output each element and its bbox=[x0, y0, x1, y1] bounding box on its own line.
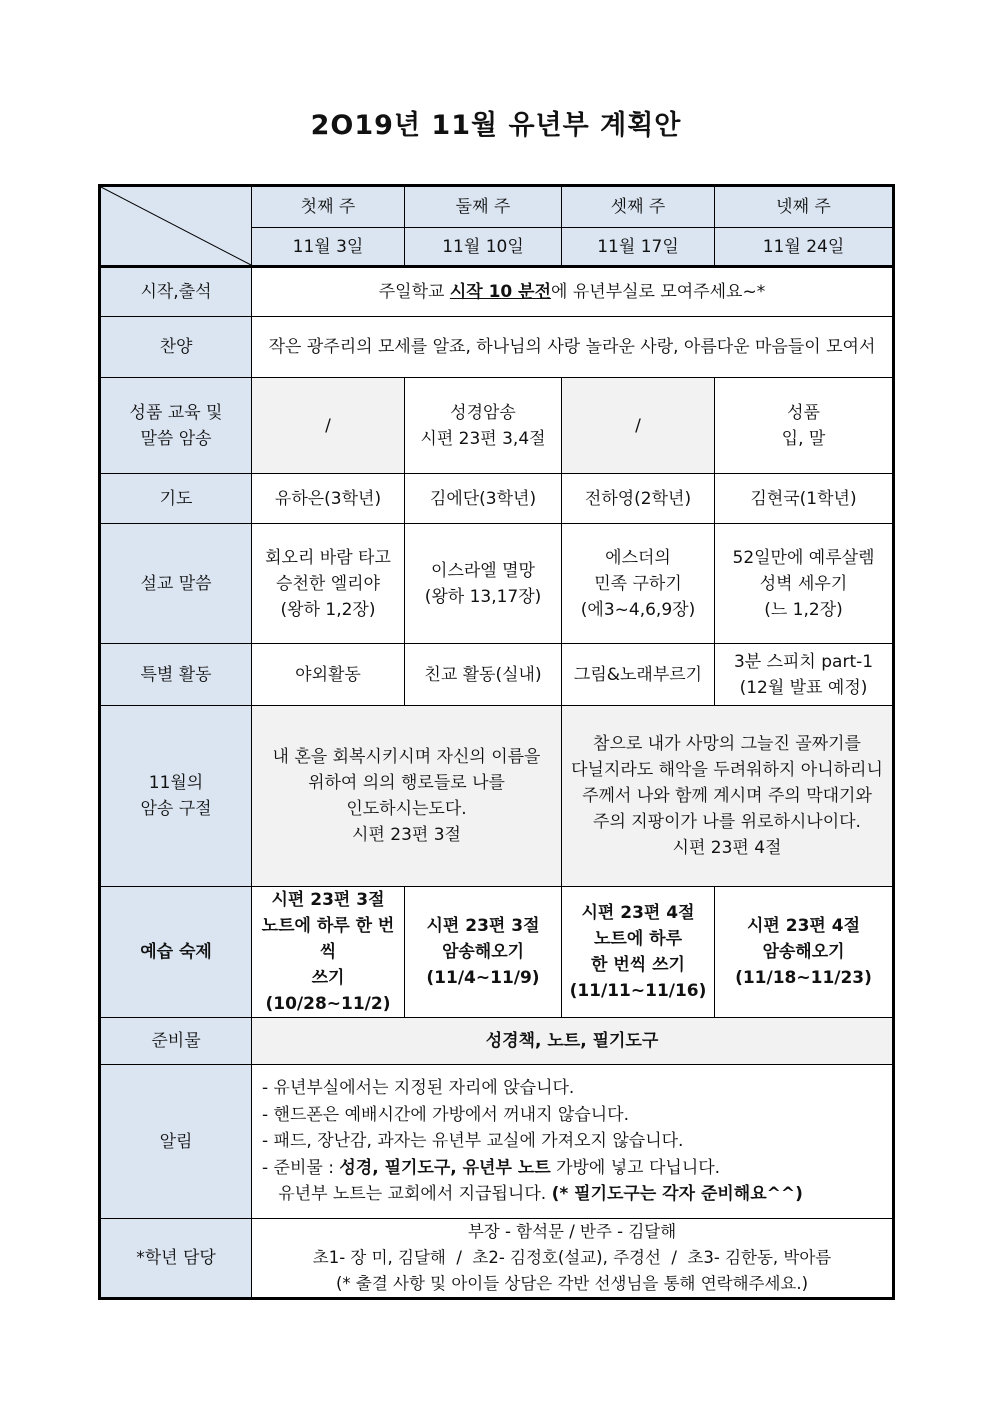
cell-line: 성품 bbox=[787, 402, 820, 423]
cell-line: (11/11~11/16) bbox=[569, 981, 707, 1001]
cell-line: 3분 스피치 part-1 bbox=[733, 651, 874, 672]
label-line: 성품 교육 및 bbox=[129, 402, 223, 423]
homework-cell bbox=[252, 887, 405, 1018]
activity-cell bbox=[715, 644, 893, 706]
cell-line: 성경암송 bbox=[450, 402, 516, 423]
row-staff bbox=[101, 1219, 893, 1298]
cell-line: (왕하 1,2장) bbox=[280, 599, 376, 620]
start-text-after: 에 유년부실로 모여주세요~* bbox=[551, 282, 766, 302]
verse-line: 내 혼을 회복시키시며 자신의 이름을 bbox=[272, 747, 541, 767]
row-label-verse bbox=[101, 706, 252, 887]
staff-line: (* 출결 사항 및 아이들 상담은 각반 선생님을 통해 연락해주세요.) bbox=[335, 1274, 809, 1293]
verse-line: 인도하시는도다. bbox=[346, 799, 467, 819]
cell-line: (10/28~11/2) bbox=[265, 994, 391, 1014]
notice-line: - 준비물 : bbox=[262, 1157, 340, 1178]
cell-line: 한 번씩 쓰기 bbox=[591, 955, 685, 975]
notice-emph: (* 필기도구는 각자 준비해요^^) bbox=[551, 1184, 803, 1205]
cell-line: (12월 발표 예정) bbox=[739, 677, 868, 698]
homework-cell bbox=[562, 887, 715, 1018]
cell-line: 쓰기 bbox=[311, 968, 345, 988]
cell-line: 시편 23편 3,4절 bbox=[420, 428, 546, 449]
row-homework bbox=[101, 887, 893, 1018]
cell-line: (느 1,2장) bbox=[764, 599, 843, 620]
homework-cell bbox=[405, 887, 562, 1018]
row-label-activity: 특별 활동 bbox=[101, 644, 252, 706]
row-label-prayer: 기도 bbox=[101, 474, 252, 524]
row-sermon bbox=[101, 524, 893, 644]
verse-line: 위하여 의의 행로들로 나를 bbox=[308, 773, 505, 793]
cell-line: / bbox=[635, 415, 641, 436]
notice-line: 유년부 노트는 교회에서 지급됩니다. bbox=[278, 1184, 552, 1205]
homework-cell bbox=[715, 887, 893, 1018]
week-date: 11월 17일 bbox=[562, 228, 715, 267]
row-praise bbox=[101, 317, 893, 378]
row-label-start: 시작,출석 bbox=[101, 267, 252, 317]
verse-line: 참으로 내가 사망의 그늘진 골짜기를 bbox=[593, 734, 861, 754]
activity-cell: 그림&노래부르기 bbox=[562, 644, 715, 706]
staff-line: 부장 - 함석문 / 반주 - 김달해 bbox=[467, 1222, 677, 1241]
label-line: 말씀 암송 bbox=[140, 428, 212, 449]
cell-line: 암송해오기 bbox=[441, 942, 525, 962]
header-corner-cell bbox=[101, 187, 252, 267]
cell-line: 시편 23편 3절 bbox=[271, 890, 385, 910]
verse-line: 주께서 나와 함께 계시며 주의 막대기와 bbox=[582, 786, 872, 806]
week-date: 11월 10일 bbox=[405, 228, 562, 267]
character-cell bbox=[562, 378, 715, 474]
cell-line: (11/4~11/9) bbox=[426, 968, 540, 988]
cell-line: 시편 23편 3절 bbox=[426, 916, 540, 936]
character-cell bbox=[715, 378, 893, 474]
cell-line: 민족 구하기 bbox=[594, 573, 682, 594]
week-date: 11월 3일 bbox=[252, 228, 405, 267]
activity-cell: 친교 활동(실내) bbox=[405, 644, 562, 706]
row-label-homework: 예습 숙제 bbox=[101, 887, 252, 1018]
cell-line: 시편 23편 4절 bbox=[746, 916, 860, 936]
prayer-cell: 김현국(1학년) bbox=[715, 474, 893, 524]
row-character bbox=[101, 378, 893, 474]
row-start bbox=[101, 267, 893, 317]
cell-line: 승천한 엘리야 bbox=[276, 573, 380, 594]
week-label: 셋째 주 bbox=[562, 187, 715, 228]
character-cell bbox=[252, 378, 405, 474]
start-text-emph: 시작 10 분전 bbox=[449, 282, 552, 302]
verse-ref: 시편 23편 4절 bbox=[672, 838, 782, 858]
verse-left bbox=[252, 706, 562, 887]
header-row-weeks bbox=[101, 187, 893, 228]
label-line: 암송 구절 bbox=[140, 799, 212, 819]
notice-line: - 핸드폰은 예배시간에 가방에서 꺼내지 않습니다. bbox=[262, 1104, 629, 1125]
cell-line: 암송해오기 bbox=[762, 942, 845, 962]
row-label-staff: *학년 담당 bbox=[101, 1219, 252, 1298]
sermon-cell bbox=[252, 524, 405, 644]
character-cell bbox=[405, 378, 562, 474]
start-text-before: 주일학교 bbox=[378, 282, 450, 302]
row-label-sermon: 설교 말씀 bbox=[101, 524, 252, 644]
verse-ref: 시편 23편 3절 bbox=[352, 825, 461, 845]
row-prayer bbox=[101, 474, 893, 524]
cell-line: 입, 말 bbox=[781, 428, 826, 449]
row-activity bbox=[101, 644, 893, 706]
row-notice bbox=[101, 1065, 893, 1219]
cell-line: / bbox=[325, 415, 331, 436]
start-text bbox=[252, 267, 893, 317]
row-label-praise: 찬양 bbox=[101, 317, 252, 378]
sermon-cell bbox=[715, 524, 893, 644]
notice-line: - 유년부실에서는 지정된 자리에 앉습니다. bbox=[262, 1078, 575, 1099]
label-line: 11월의 bbox=[148, 773, 204, 793]
cell-line: (에3~4,6,9장) bbox=[580, 599, 696, 620]
supplies-text: 성경책, 노트, 필기도구 bbox=[252, 1018, 893, 1065]
row-supplies bbox=[101, 1018, 893, 1065]
prayer-cell: 전하영(2학년) bbox=[562, 474, 715, 524]
verse-line: 다닐지라도 해악을 두려워하지 아니하리니 bbox=[571, 760, 883, 780]
sermon-cell bbox=[405, 524, 562, 644]
notice-line: - 패드, 장난감, 과자는 유년부 교실에 가져오지 않습니다. bbox=[262, 1131, 684, 1152]
prayer-cell: 유하은(3학년) bbox=[252, 474, 405, 524]
activity-cell: 야외활동 bbox=[252, 644, 405, 706]
week-label: 넷째 주 bbox=[715, 187, 893, 228]
cell-line: 시편 23편 4절 bbox=[581, 903, 695, 923]
row-label-notice: 알림 bbox=[101, 1065, 252, 1219]
notice-line: 가방에 넣고 다닙니다. bbox=[550, 1157, 721, 1178]
row-label-supplies: 준비물 bbox=[101, 1018, 252, 1065]
cell-line: 이스라엘 멸망 bbox=[431, 560, 535, 581]
verse-right bbox=[562, 706, 893, 887]
diagonal-line bbox=[101, 187, 251, 265]
sermon-cell bbox=[562, 524, 715, 644]
staff-line: 초1- 장 미, 김달해 / 초2- 김정호(설교), 주경선 / 초3- 김한동, 박아름 bbox=[312, 1248, 832, 1267]
cell-line: 성벽 세우기 bbox=[759, 573, 848, 594]
cell-line: (11/18~11/23) bbox=[735, 968, 872, 988]
cell-line: (왕하 13,17장) bbox=[424, 586, 542, 607]
row-label-character bbox=[101, 378, 252, 474]
week-label: 첫째 주 bbox=[252, 187, 405, 228]
week-date: 11월 24일 bbox=[715, 228, 893, 267]
cell-line: 노트에 하루 bbox=[593, 929, 683, 949]
notice-text bbox=[252, 1065, 893, 1219]
verse-line: 주의 지팡이가 나를 위로하시나이다. bbox=[593, 812, 861, 832]
cell-line: 회오리 바람 타고 bbox=[265, 547, 391, 568]
cell-line: 52일만에 예루살렘 bbox=[732, 547, 875, 568]
page-title: 2O19년 11월 유년부 계획안 bbox=[310, 110, 682, 141]
notice-emph: 성경, 필기도구, 유년부 노트 bbox=[339, 1157, 551, 1178]
staff-text bbox=[252, 1219, 893, 1298]
row-verse bbox=[101, 706, 893, 887]
prayer-cell: 김에단(3학년) bbox=[405, 474, 562, 524]
week-label: 둘째 주 bbox=[405, 187, 562, 228]
plan-table bbox=[100, 186, 893, 1298]
cell-line: 노트에 하루 한 번씩 bbox=[261, 916, 395, 962]
praise-text: 작은 광주리의 모세를 알죠, 하나님의 사랑 놀라운 사랑, 아름다운 마음들이 모여서 bbox=[252, 317, 893, 378]
cell-line: 에스더의 bbox=[605, 547, 671, 568]
